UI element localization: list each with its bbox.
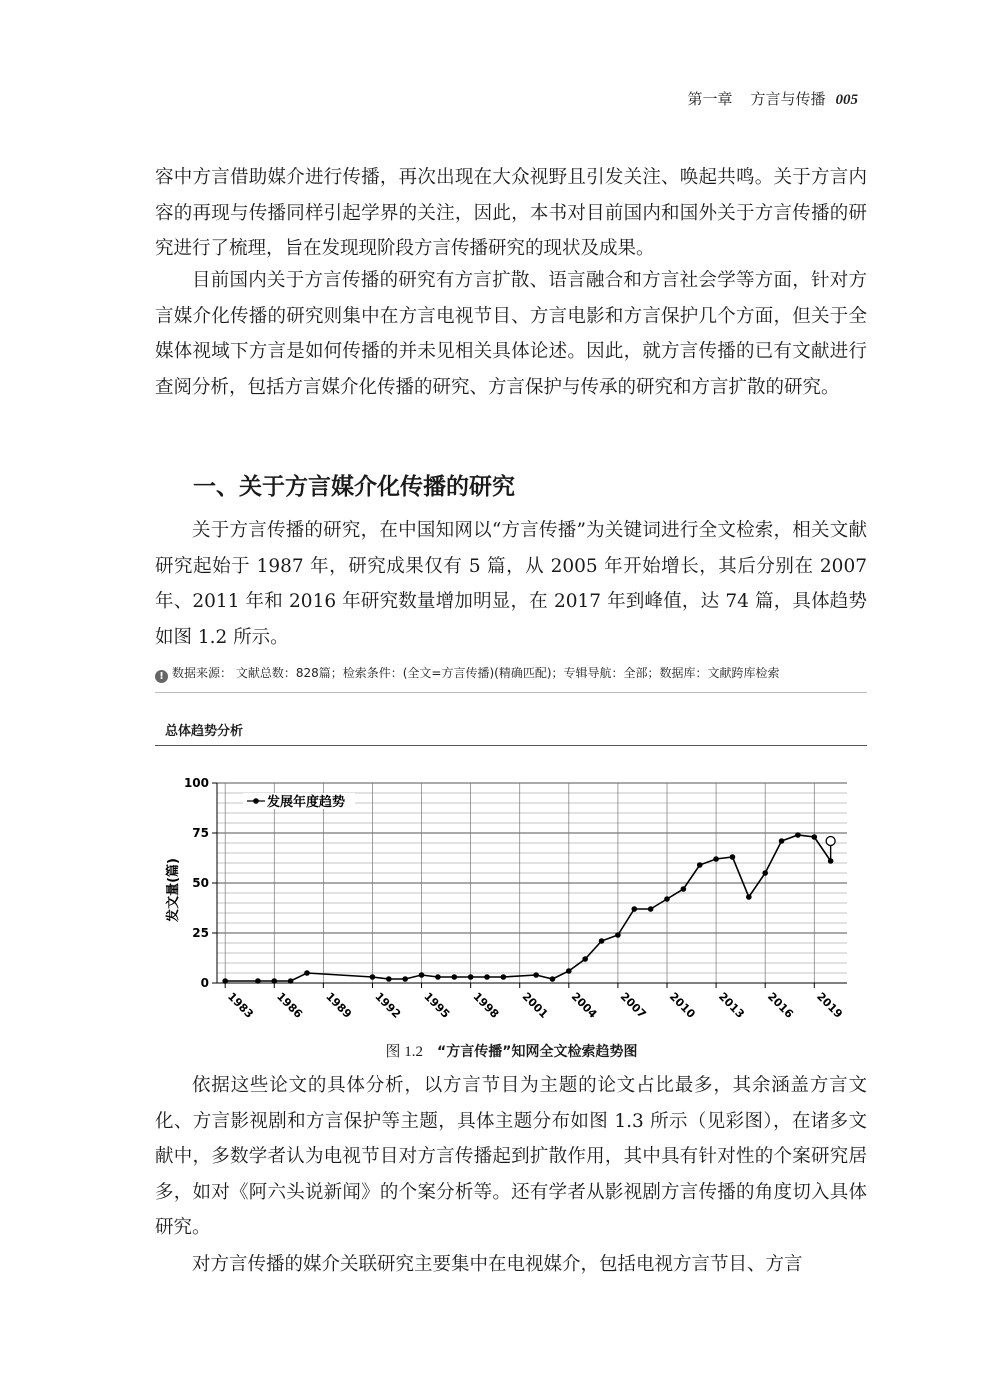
data-point (795, 832, 801, 838)
x-tick-label: 1983 (225, 989, 256, 1021)
x-tick-label: 1992 (372, 989, 404, 1021)
data-point (271, 978, 277, 984)
data-point (468, 974, 474, 980)
legend-label: 发展年度趋势 (267, 795, 346, 810)
data-point (402, 976, 408, 982)
x-tick-label: 2010 (666, 989, 698, 1021)
chapter-title: 方言与传播 (750, 90, 826, 108)
data-point (631, 906, 637, 912)
divider (155, 692, 867, 693)
data-point (550, 976, 556, 982)
data-point (730, 854, 736, 860)
x-tick-label: 2016 (765, 989, 796, 1021)
section-heading: 一、关于方言媒介化传播的研究 (193, 474, 515, 500)
data-point (599, 938, 605, 944)
x-tick-label: 2004 (568, 989, 600, 1021)
x-tick-label: 2001 (519, 989, 551, 1021)
source-line (155, 664, 867, 683)
x-tick-label: 1998 (470, 989, 502, 1021)
divider (155, 745, 867, 746)
data-point (255, 978, 261, 984)
figure-caption-text: “方言传播”知网全文检索趋势图 (437, 1044, 638, 1060)
y-axis-label: 发文量(篇) (166, 858, 181, 922)
y-tick-label: 75 (192, 826, 209, 840)
data-point (386, 976, 392, 982)
data-point (713, 856, 719, 862)
body-paragraph-4: 依据这些论文的具体分析，以方言节目为主题的论文占比最多，其余涵盖方言文化、方言影视剧和方言保护等主题，具体主题分布如图 1.3 所示（见彩图），在诸多文献中，多数学者认为电视节目对方言传播起到扩散作用，其中具有针对性的个案研究居多，如对《阿六头说新闻》的个案分析等。还有学者从影视剧方言传播的角度切入具体研究。 (155, 1075, 867, 1238)
data-point (615, 932, 621, 938)
data-point (484, 974, 490, 980)
y-tick-label: 25 (192, 926, 209, 940)
x-tick-label: 2013 (715, 989, 747, 1021)
data-point (811, 834, 817, 840)
body-paragraph-3: 关于方言传播的研究，在中国知网以“方言传播”为关键词进行全文检索，相关文献研究起始于 1987 年，研究成果仅有 5 篇，从 2005 年开始增长，其后分别在 2007 年、2011 年和 2016 年研究数量增加明显，在 2017 年到峰值，达 74 篇，具体趋势如图 1.2 所示。 (155, 520, 867, 648)
data-point (681, 886, 687, 892)
y-tick-label: 50 (192, 876, 209, 890)
projected-point (826, 837, 835, 846)
x-tick-label: 2007 (617, 989, 649, 1021)
data-point (762, 870, 768, 876)
data-point (648, 906, 654, 912)
data-point (419, 972, 425, 978)
info-icon: ! (155, 670, 168, 683)
data-point (779, 838, 785, 844)
body-paragraph-2: 目前国内关于方言传播的研究有方言扩散、语言融合和方言社会学等方面，针对方言媒介化传播的研究则集中在方言电视节目、方言电影和方言保护几个方面，但关于全媒体视域下方言是如何传播的并未见相关具体论述。因此，就方言传播的已有文献进行查阅分析，包括方言媒介化传播的研究、方言保护与传承的研究和方言扩散的研究。 (155, 270, 867, 398)
x-tick-label: 1989 (323, 989, 355, 1021)
x-tick-label: 1995 (421, 989, 453, 1021)
y-tick-label: 100 (183, 776, 209, 790)
data-point (533, 972, 539, 978)
series-line (225, 835, 830, 981)
data-point (582, 956, 588, 962)
data-point (435, 974, 441, 980)
y-tick-label: 0 (200, 976, 209, 990)
panel-title: 总体趋势分析 (165, 724, 244, 739)
data-point (370, 974, 376, 980)
data-point (288, 978, 294, 984)
body-paragraph-5: 对方言传播的媒介关联研究主要集中在电视媒介，包括电视方言节目、方言 (192, 1254, 803, 1275)
figure-caption (0, 1040, 998, 1061)
data-point (222, 978, 228, 984)
body-paragraph-1: 容中方言借助媒介进行传播，再次出现在大众视野且引发关注、唤起共鸣。关于方言内容的再现与传播同样引起学界的关注，因此，本书对目前国内和国外关于方言传播的研究进行了梳理，旨在发现现阶段方言传播研究的现状及成果。 (155, 167, 867, 259)
data-point (746, 894, 752, 900)
chart-grid (217, 783, 847, 983)
trend-chart (155, 765, 867, 1033)
legend-marker (253, 798, 259, 804)
data-point (451, 974, 457, 980)
data-point (664, 896, 670, 902)
data-point (566, 968, 572, 974)
data-point (304, 970, 310, 976)
page-number: 005 (835, 92, 858, 108)
chapter-label: 第一章 (687, 90, 733, 108)
source-text: 数据来源： 文献总数：828篇；检索条件：(全文=方言传播)(精确匹配)；专辑导航：全部；数据库：文献跨库检索 (172, 666, 780, 680)
chart-series (222, 832, 835, 984)
x-tick-label: 2019 (814, 989, 845, 1021)
running-header (687, 88, 858, 109)
x-tick-label: 1986 (274, 989, 305, 1021)
chart-legend (243, 793, 355, 810)
data-point (501, 974, 507, 980)
data-point (697, 862, 703, 868)
figure-number: 图 1.2 (385, 1044, 424, 1060)
